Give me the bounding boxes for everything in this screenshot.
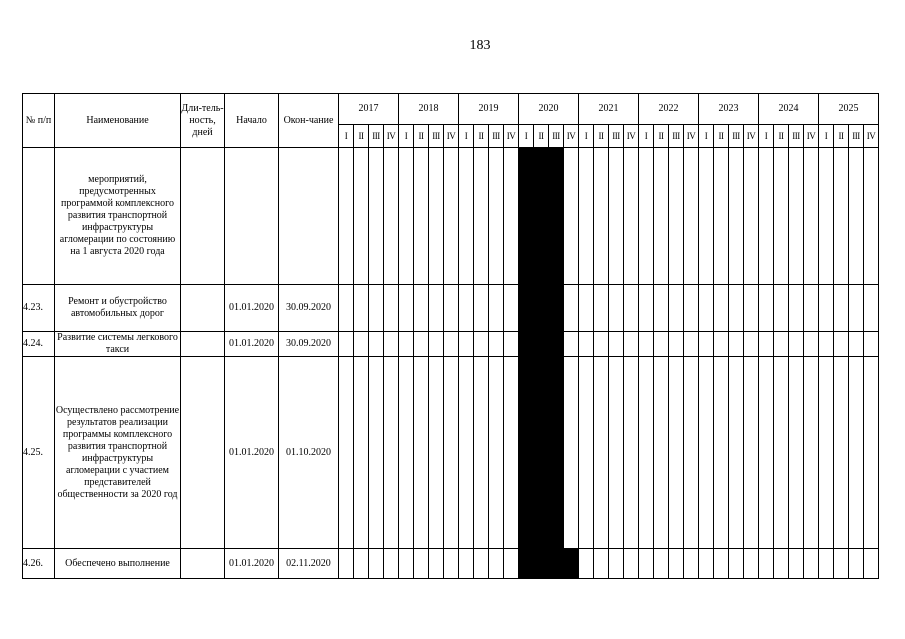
gantt-cell (774, 549, 789, 579)
quarter-header: I (519, 125, 534, 148)
year-header: 2022 (639, 94, 699, 125)
year-header: 2024 (759, 94, 819, 125)
gantt-cell (759, 549, 774, 579)
gantt-cell (729, 332, 744, 357)
year-header: 2023 (699, 94, 759, 125)
quarter-header: IV (684, 125, 699, 148)
gantt-cell (339, 285, 354, 332)
gantt-cell (684, 148, 699, 285)
row-start-date: 01.01.2020 (225, 549, 279, 579)
gantt-cell (759, 332, 774, 357)
gantt-cell (729, 357, 744, 549)
gantt-cell (444, 332, 459, 357)
gantt-bar-cell (549, 357, 564, 549)
quarter-header: IV (504, 125, 519, 148)
quarter-header: I (819, 125, 834, 148)
gantt-cell (609, 148, 624, 285)
gantt-cell (774, 332, 789, 357)
gantt-bar-cell (519, 285, 534, 332)
row-start-date (225, 148, 279, 285)
gantt-cell (399, 148, 414, 285)
gantt-cell (684, 357, 699, 549)
gantt-cell (804, 357, 819, 549)
gantt-cell (414, 357, 429, 549)
gantt-cell (444, 357, 459, 549)
gantt-cell (744, 285, 759, 332)
gantt-cell (624, 332, 639, 357)
gantt-cell (669, 148, 684, 285)
gantt-cell (804, 332, 819, 357)
gantt-bar-cell (534, 148, 549, 285)
year-header: 2017 (339, 94, 399, 125)
row-duration (181, 148, 225, 285)
gantt-cell (744, 332, 759, 357)
gantt-cell (474, 285, 489, 332)
gantt-cell (654, 332, 669, 357)
row-name: Осуществлено рассмотрение результатов реализации программы комплексного развития транспортной инфраструктуры агломерации с участием представителей общественности за 2020 год (55, 357, 181, 549)
quarter-header: I (699, 125, 714, 148)
gantt-cell (639, 332, 654, 357)
gantt-cell (714, 285, 729, 332)
row-start-date: 01.01.2020 (225, 332, 279, 357)
gantt-bar-cell (519, 549, 534, 579)
gantt-cell (759, 285, 774, 332)
gantt-cell (849, 148, 864, 285)
gantt-cell (714, 549, 729, 579)
gantt-cell (639, 148, 654, 285)
gantt-cell (474, 148, 489, 285)
gantt-cell (849, 549, 864, 579)
gantt-cell (354, 148, 369, 285)
table-row (23, 148, 879, 285)
gantt-cell (699, 357, 714, 549)
gantt-cell (414, 332, 429, 357)
gantt-cell (849, 332, 864, 357)
gantt-bar-cell (534, 332, 549, 357)
row-name: Обеспечено выполнение (55, 549, 181, 579)
gantt-cell (639, 357, 654, 549)
gantt-bar-cell (534, 549, 549, 579)
quarter-header: I (339, 125, 354, 148)
gantt-cell (609, 357, 624, 549)
gantt-bar-cell (519, 357, 534, 549)
header-start: Начало (225, 94, 279, 148)
gantt-cell (789, 357, 804, 549)
gantt-cell (399, 549, 414, 579)
row-end-date: 30.09.2020 (279, 285, 339, 332)
gantt-cell (744, 357, 759, 549)
gantt-cell (459, 285, 474, 332)
gantt-cell (684, 332, 699, 357)
gantt-cell (579, 357, 594, 549)
gantt-cell (339, 332, 354, 357)
gantt-cell (729, 549, 744, 579)
quarter-header: IV (564, 125, 579, 148)
row-number: 4.23. (23, 285, 55, 332)
row-start-date: 01.01.2020 (225, 285, 279, 332)
gantt-cell (699, 285, 714, 332)
header-duration: Дли-тель-ность, дней (181, 94, 225, 148)
gantt-cell (714, 148, 729, 285)
gantt-cell (774, 148, 789, 285)
gantt-cell (489, 285, 504, 332)
header-end: Окон-чание (279, 94, 339, 148)
gantt-cell (804, 285, 819, 332)
gantt-cell (609, 285, 624, 332)
quarter-header: I (399, 125, 414, 148)
gantt-cell (429, 148, 444, 285)
gantt-cell (504, 285, 519, 332)
row-start-date: 01.01.2020 (225, 357, 279, 549)
table-row (23, 549, 879, 579)
gantt-bar-cell (549, 549, 564, 579)
quarter-header: I (759, 125, 774, 148)
gantt-cell (429, 357, 444, 549)
gantt-cell (594, 148, 609, 285)
header-num: № п/п (23, 94, 55, 148)
gantt-cell (354, 357, 369, 549)
gantt-cell (639, 285, 654, 332)
gantt-cell (654, 549, 669, 579)
quarter-header: IV (804, 125, 819, 148)
gantt-cell (369, 285, 384, 332)
row-name: Ремонт и обустройство автомобильных дорог (55, 285, 181, 332)
gantt-cell (669, 549, 684, 579)
gantt-bar-cell (549, 148, 564, 285)
gantt-cell (774, 357, 789, 549)
row-duration (181, 549, 225, 579)
gantt-cell (834, 285, 849, 332)
gantt-cell (819, 285, 834, 332)
row-name: мероприятий, предусмотренных программой комплексного развития транспортной инфраструктуры агломерации по состоянию на 1 августа 2020 года (55, 148, 181, 285)
quarter-header: III (849, 125, 864, 148)
gantt-bar-cell (549, 285, 564, 332)
year-header: 2021 (579, 94, 639, 125)
quarter-header: II (594, 125, 609, 148)
gantt-cell (744, 148, 759, 285)
gantt-cell (474, 332, 489, 357)
gantt-cell (489, 148, 504, 285)
row-number: 4.26. (23, 549, 55, 579)
quarter-header: IV (444, 125, 459, 148)
gantt-cell (474, 549, 489, 579)
year-header: 2019 (459, 94, 519, 125)
row-end-date: 02.11.2020 (279, 549, 339, 579)
gantt-cell (459, 332, 474, 357)
gantt-cell (834, 148, 849, 285)
gantt-cell (699, 549, 714, 579)
gantt-cell (384, 549, 399, 579)
quarter-header: II (414, 125, 429, 148)
gantt-cell (594, 357, 609, 549)
gantt-cell (759, 357, 774, 549)
gantt-cell (714, 357, 729, 549)
row-number (23, 148, 55, 285)
gantt-cell (429, 285, 444, 332)
quarter-header: IV (744, 125, 759, 148)
year-header: 2025 (819, 94, 879, 125)
gantt-cell (444, 549, 459, 579)
quarter-header: II (774, 125, 789, 148)
gantt-cell (504, 549, 519, 579)
gantt-cell (789, 549, 804, 579)
gantt-cell (459, 148, 474, 285)
gantt-cell (339, 549, 354, 579)
gantt-cell (624, 148, 639, 285)
gantt-cell (459, 549, 474, 579)
gantt-cell (759, 148, 774, 285)
gantt-table (22, 93, 879, 579)
gantt-cell (369, 549, 384, 579)
gantt-cell (384, 285, 399, 332)
gantt-cell (339, 148, 354, 285)
gantt-cell (624, 285, 639, 332)
quarter-header: III (609, 125, 624, 148)
gantt-cell (774, 285, 789, 332)
gantt-cell (444, 148, 459, 285)
gantt-cell (684, 549, 699, 579)
gantt-bar-cell (564, 549, 579, 579)
table-row (23, 357, 879, 549)
gantt-bar-cell (534, 357, 549, 549)
gantt-cell (429, 332, 444, 357)
quarter-header: III (669, 125, 684, 148)
gantt-cell (864, 332, 879, 357)
gantt-cell (819, 549, 834, 579)
gantt-cell (834, 549, 849, 579)
gantt-cell (819, 357, 834, 549)
table-row (23, 332, 879, 357)
gantt-cell (489, 357, 504, 549)
gantt-cell (789, 285, 804, 332)
gantt-cell (729, 148, 744, 285)
gantt-cell (384, 357, 399, 549)
gantt-bar-cell (534, 285, 549, 332)
gantt-cell (654, 357, 669, 549)
quarter-header: II (714, 125, 729, 148)
quarter-header: II (474, 125, 489, 148)
gantt-cell (804, 148, 819, 285)
quarter-header: I (639, 125, 654, 148)
row-duration (181, 332, 225, 357)
gantt-cell (699, 332, 714, 357)
gantt-cell (669, 285, 684, 332)
gantt-cell (594, 549, 609, 579)
quarter-header: II (534, 125, 549, 148)
row-duration (181, 285, 225, 332)
gantt-cell (609, 332, 624, 357)
gantt-cell (729, 285, 744, 332)
gantt-cell (489, 549, 504, 579)
gantt-cell (504, 332, 519, 357)
row-end-date: 30.09.2020 (279, 332, 339, 357)
gantt-cell (864, 549, 879, 579)
gantt-cell (624, 549, 639, 579)
gantt-cell (504, 357, 519, 549)
gantt-cell (834, 357, 849, 549)
gantt-cell (684, 285, 699, 332)
gantt-cell (864, 357, 879, 549)
gantt-cell (639, 549, 654, 579)
header-name: Наименование (55, 94, 181, 148)
row-number: 4.25. (23, 357, 55, 549)
gantt-cell (579, 332, 594, 357)
gantt-cell (444, 285, 459, 332)
gantt-cell (744, 549, 759, 579)
gantt-cell (564, 357, 579, 549)
gantt-cell (564, 332, 579, 357)
gantt-cell (414, 285, 429, 332)
row-duration (181, 357, 225, 549)
gantt-cell (354, 285, 369, 332)
gantt-bar-cell (549, 332, 564, 357)
quarter-header: III (789, 125, 804, 148)
row-name: Развитие системы легкового такси (55, 332, 181, 357)
gantt-cell (414, 148, 429, 285)
gantt-cell (369, 332, 384, 357)
quarter-header: II (834, 125, 849, 148)
gantt-cell (819, 332, 834, 357)
gantt-cell (579, 148, 594, 285)
gantt-cell (654, 285, 669, 332)
gantt-cell (594, 332, 609, 357)
gantt-cell (654, 148, 669, 285)
gantt-cell (669, 332, 684, 357)
gantt-cell (789, 148, 804, 285)
gantt-cell (849, 357, 864, 549)
row-number: 4.24. (23, 332, 55, 357)
gantt-cell (669, 357, 684, 549)
quarter-header: III (429, 125, 444, 148)
gantt-cell (834, 332, 849, 357)
quarter-header: IV (384, 125, 399, 148)
gantt-cell (504, 148, 519, 285)
gantt-cell (864, 148, 879, 285)
gantt-cell (849, 285, 864, 332)
row-end-date (279, 148, 339, 285)
gantt-cell (624, 357, 639, 549)
gantt-cell (564, 148, 579, 285)
gantt-cell (489, 332, 504, 357)
quarter-header: III (489, 125, 504, 148)
gantt-bar-cell (519, 332, 534, 357)
gantt-cell (699, 148, 714, 285)
gantt-cell (804, 549, 819, 579)
gantt-cell (354, 332, 369, 357)
gantt-cell (369, 148, 384, 285)
quarter-header: IV (624, 125, 639, 148)
gantt-cell (579, 549, 594, 579)
gantt-cell (579, 285, 594, 332)
page-number: 183 (469, 38, 491, 53)
gantt-cell (609, 549, 624, 579)
gantt-cell (594, 285, 609, 332)
gantt-cell (429, 549, 444, 579)
gantt-cell (564, 285, 579, 332)
year-header: 2020 (519, 94, 579, 125)
quarter-header: II (354, 125, 369, 148)
gantt-cell (354, 549, 369, 579)
quarter-header: III (549, 125, 564, 148)
quarter-header: I (459, 125, 474, 148)
gantt-cell (369, 357, 384, 549)
gantt-cell (474, 357, 489, 549)
gantt-cell (339, 357, 354, 549)
gantt-bar-cell (519, 148, 534, 285)
quarter-header: I (579, 125, 594, 148)
gantt-cell (399, 357, 414, 549)
gantt-cell (819, 148, 834, 285)
quarter-header: III (369, 125, 384, 148)
gantt-cell (789, 332, 804, 357)
table-row (23, 285, 879, 332)
year-header: 2018 (399, 94, 459, 125)
gantt-cell (399, 332, 414, 357)
gantt-cell (459, 357, 474, 549)
quarter-header: III (729, 125, 744, 148)
gantt-cell (384, 148, 399, 285)
gantt-cell (414, 549, 429, 579)
row-end-date: 01.10.2020 (279, 357, 339, 549)
gantt-cell (384, 332, 399, 357)
gantt-cell (864, 285, 879, 332)
quarter-header: II (654, 125, 669, 148)
gantt-cell (399, 285, 414, 332)
quarter-header: IV (864, 125, 879, 148)
gantt-cell (714, 332, 729, 357)
